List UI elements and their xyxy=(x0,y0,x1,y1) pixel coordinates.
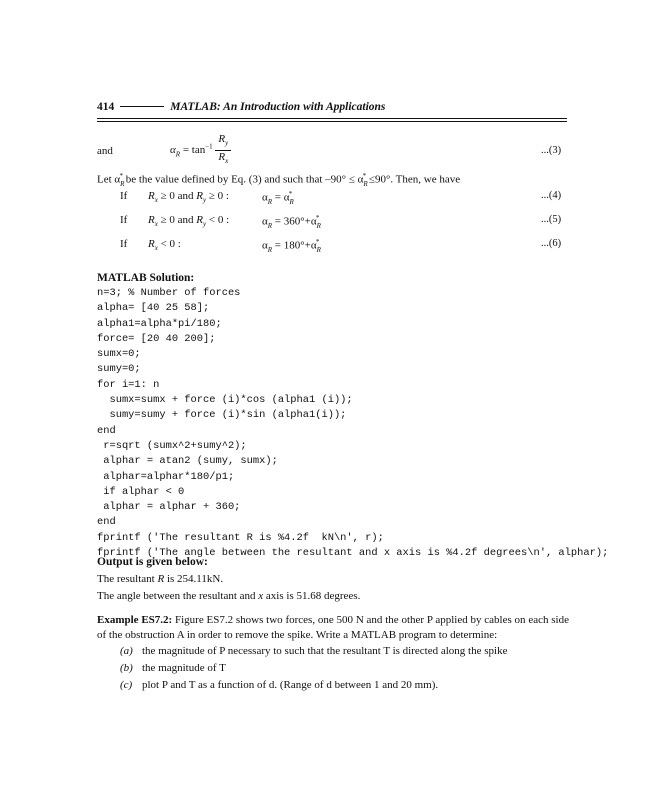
example-item-text: the magnitude of T xyxy=(142,662,226,674)
code-line: fprintf ('The resultant R is %4.2f kN\n', r); xyxy=(97,531,384,544)
let-text-c: ≤90°. Then, we have xyxy=(366,173,461,186)
case-result-sub: R xyxy=(267,245,273,254)
example-item-marker: (a) xyxy=(120,645,133,657)
case-cond-sub: x xyxy=(154,196,158,205)
header-rule-secondary xyxy=(97,121,567,122)
code-line: sumy=sumy + force (i)*sin (alpha1(i)); xyxy=(97,409,347,422)
example-label: Example ES7.2: xyxy=(97,614,173,626)
eq3-tan: = tan xyxy=(180,144,206,157)
case-cond2-sub: y xyxy=(203,220,207,229)
code-line: alpha1=alpha*pi/180; xyxy=(97,317,222,330)
code-line: alphar = atan2 (sumy, sumx); xyxy=(97,455,278,468)
code-line: alpha= [40 25 58]; xyxy=(97,302,210,315)
example-item-marker: (c) xyxy=(120,679,133,691)
case-cond-var: R xyxy=(148,214,155,226)
case-result: $\alpha_R = \alpha_R^*$ xyxy=(262,190,294,206)
code-line: alphar=alphar*180/p1; xyxy=(97,470,235,483)
output-line-1-var: R xyxy=(157,573,165,585)
case-result: $\alpha_R = 180^\circ+\alpha_R^*$ xyxy=(262,238,321,254)
case-cond-var: R xyxy=(148,238,155,250)
case-result-rest-sub: R xyxy=(316,221,321,230)
code-line: for i=1: n xyxy=(97,378,160,391)
case-result-alpha: α xyxy=(262,215,268,228)
eq3-numerator-sub: y xyxy=(225,139,229,148)
eq3-fraction xyxy=(215,133,231,168)
eq3-inverse: −1 xyxy=(205,142,213,151)
case-cond-rest: < 0 : xyxy=(157,238,181,250)
case-result-rest: = 360°+α xyxy=(272,215,317,228)
case-if: If xyxy=(120,238,128,250)
case-condition xyxy=(148,190,229,204)
code-line: if alphar < 0 xyxy=(97,485,185,498)
case-cond-sub: x xyxy=(154,220,158,229)
example-item-marker: (b) xyxy=(120,662,133,674)
header-dash xyxy=(120,106,164,107)
case-equation-number: ...(6) xyxy=(541,238,562,249)
output-line-2-a: The angle between the resultant and xyxy=(97,590,259,602)
let-text-a: Let α xyxy=(97,173,121,186)
case-cond2-rest: ≥ 0 : xyxy=(206,190,229,202)
case-result-rest: = 180°+α xyxy=(272,239,317,252)
code-line: force= [20 40 200]; xyxy=(97,332,216,345)
example-paragraph xyxy=(97,613,569,643)
eq3-denominator-sub: x xyxy=(225,157,229,166)
case-result-alpha: α xyxy=(262,191,268,204)
case-result-sub: R xyxy=(267,221,273,230)
header-rule xyxy=(97,118,567,119)
case-result-alpha: α xyxy=(262,239,268,252)
let-statement: Let $\alpha_R^*$ be the value defined by Eq. (3) and such that $-90^\circ \le \alpha_R^* \le 90^\circ$. Then, we have xyxy=(97,172,461,188)
code-line: r=sqrt (sumx^2+sumy^2); xyxy=(97,439,247,452)
case-cond2-sub: y xyxy=(203,196,207,205)
example-item-text: plot P and T as a function of d. (Range of d between 1 and 20 mm). xyxy=(142,679,439,691)
output-line-1-a: The resultant xyxy=(97,573,158,585)
equation-3 xyxy=(170,133,231,168)
matlab-code-block xyxy=(97,286,608,561)
case-cond-rest: ≥ 0 and xyxy=(157,214,197,226)
code-line: sumx=0; xyxy=(97,348,141,361)
example-item-text: the magnitude of P necessary to such that the resultant T is directed along the spike xyxy=(142,645,508,657)
running-header xyxy=(97,101,385,113)
case-cond2-rest: < 0 : xyxy=(206,214,230,226)
let-text-b: be the value defined by Eq. (3) and such that –90° ≤ α xyxy=(122,173,364,186)
code-line: sumy=0; xyxy=(97,363,141,376)
case-if: If xyxy=(120,190,128,202)
case-cond-sub: x xyxy=(154,244,158,253)
output-line-1-c: is 254.11kN. xyxy=(164,573,224,585)
output-line-2 xyxy=(97,590,360,602)
case-cond-var: R xyxy=(148,190,155,202)
output-line-2-var: x xyxy=(258,590,264,602)
output-heading: Output is given below: xyxy=(97,556,208,568)
case-result: $\alpha_R = 360^\circ+\alpha_R^*$ xyxy=(262,214,321,230)
eq3-alpha-sub: R xyxy=(175,150,181,159)
equation-lead-word: and xyxy=(97,145,113,157)
case-result-rest-sub: R xyxy=(316,245,321,254)
matlab-solution-heading: MATLAB Solution: xyxy=(97,272,195,284)
case-cond2-var: R xyxy=(196,190,203,202)
case-result-sub: R xyxy=(267,197,273,206)
code-line: end xyxy=(97,424,116,437)
code-line: n=3; % Number of forces xyxy=(97,287,241,299)
case-condition xyxy=(148,238,181,252)
code-line: sumx=sumx + force (i)*cos (alpha1 (i)); xyxy=(97,394,353,407)
case-cond2-var: R xyxy=(196,214,203,226)
code-line: end xyxy=(97,516,116,529)
example-text: Figure ES7.2 shows two forces, one 500 N and the other P applied by cables on each side of the obstruction A in order to remove the spike. Write a MATLAB program to determine: xyxy=(97,614,569,641)
case-cond-rest: ≥ 0 and xyxy=(157,190,197,202)
output-line-2-c: axis is 51.68 degrees. xyxy=(263,590,361,602)
output-line-1 xyxy=(97,573,223,585)
case-result-rest-sub: R xyxy=(289,197,294,206)
equation-number-3: ...(3) xyxy=(541,145,562,156)
code-line: alphar = alphar + 360; xyxy=(97,501,241,514)
eq3-alpha: α xyxy=(170,144,176,157)
case-result-rest: = α xyxy=(272,191,290,204)
eq3-denominator: R xyxy=(218,151,226,164)
case-equation-number: ...(5) xyxy=(541,214,562,225)
case-equation-number: ...(4) xyxy=(541,190,562,201)
page-number: 414 xyxy=(97,101,115,113)
book-title: MATLAB: An Introduction with Applications xyxy=(170,101,386,113)
code-line: fprintf ('The angle between the resultant and x axis is %4.2f degrees\n', alphar); xyxy=(97,547,609,560)
case-if: If xyxy=(120,214,128,226)
case-condition xyxy=(148,214,229,228)
eq3-numerator: R xyxy=(218,133,226,145)
